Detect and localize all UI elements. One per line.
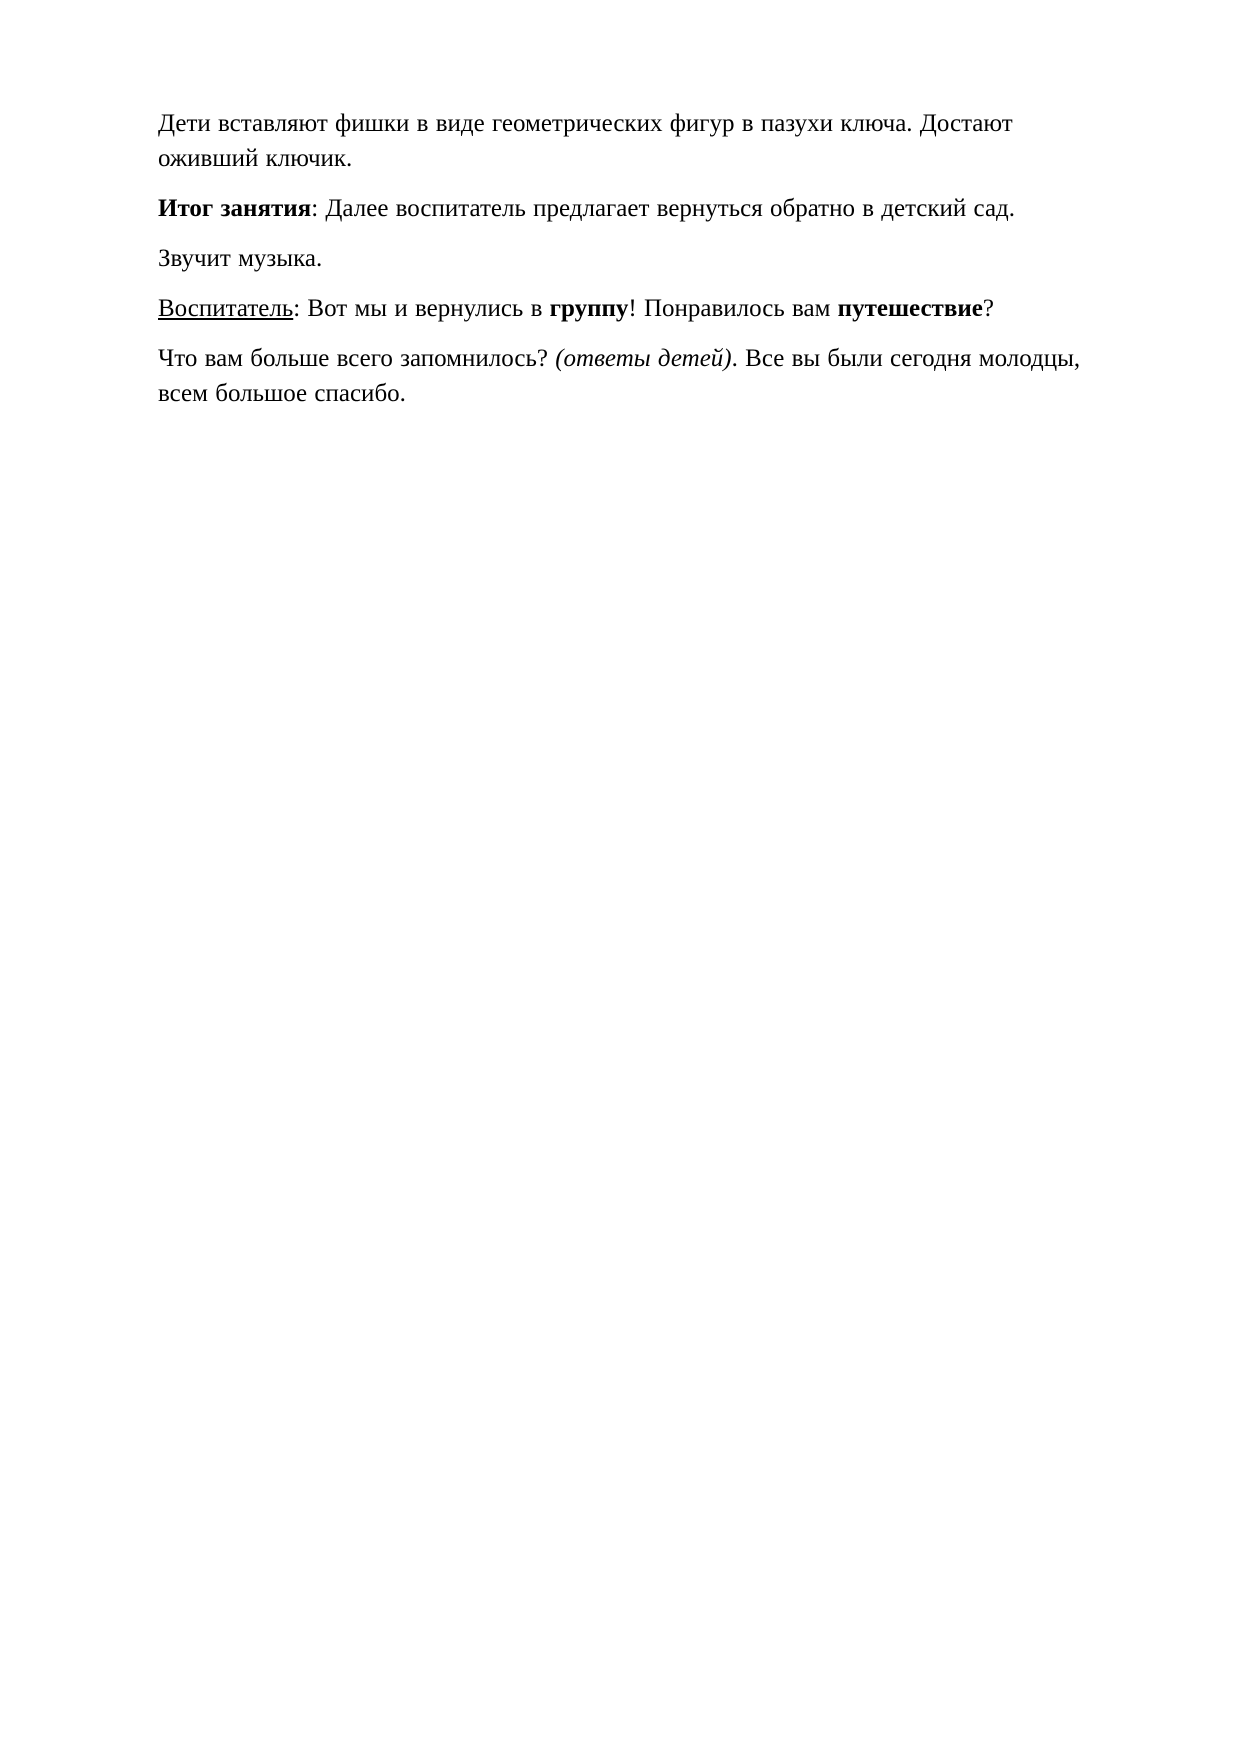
text-run-bold: группу [549, 295, 629, 322]
paragraph-closing-question [158, 341, 1088, 411]
text-run: ! Понравилось вам [628, 295, 838, 322]
text-run-italic: (ответы детей) [555, 345, 732, 372]
text-run: . Все вы были сегодня молодцы, всем большое спасибо. [158, 345, 1081, 407]
paragraph-music-plays [158, 241, 1088, 276]
text-run: Дети вставляют фишки в виде геометрических фигур в пазухи ключа. Достают оживший ключик. [158, 110, 1013, 172]
text-run: Звучит музыка. [158, 245, 323, 272]
document-body [158, 106, 1088, 411]
text-run-bold: путешествие [837, 295, 983, 322]
text-run: : Далее воспитатель предлагает вернуться обратно в детский сад. [311, 195, 1016, 222]
text-run-underlined: Воспитатель [158, 295, 294, 322]
text-run: Что вам больше всего запомнилось? [158, 345, 556, 372]
paragraph-lesson-summary [158, 191, 1088, 226]
paragraph-teacher-line [158, 291, 1088, 326]
text-run: : Вот мы и вернулись в [293, 295, 550, 322]
paragraph-children-insert-chips [158, 106, 1088, 176]
text-run-bold: Итог занятия [158, 195, 312, 222]
text-run: ? [982, 295, 994, 322]
